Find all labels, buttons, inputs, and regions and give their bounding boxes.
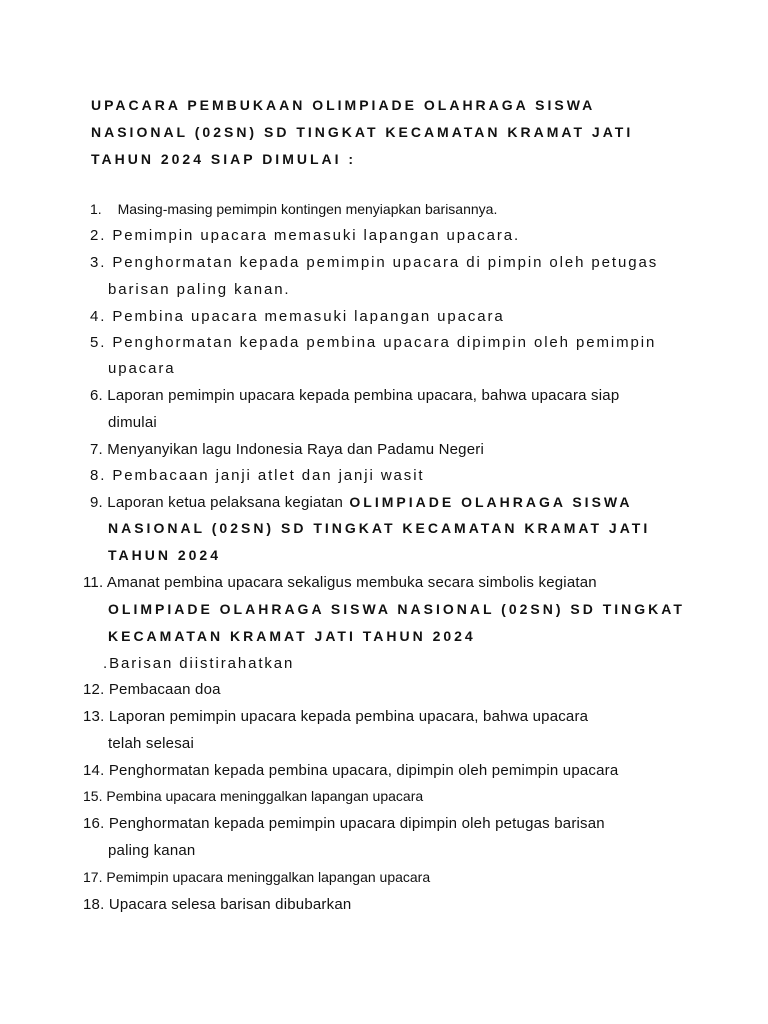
item-number: 14.: [83, 762, 105, 779]
item-text: Pembacaan doa: [108, 681, 221, 698]
item-text: Penghormatan kepada pemimpin upacara dipimpin oleh petugas barisan: [108, 815, 605, 832]
item-text: Penghormatan kepada pembina upacara dipimpin oleh pemimpin: [112, 334, 657, 351]
list-item: [83, 891, 351, 918]
item-number: 7.: [90, 441, 103, 458]
item-number: 15.: [83, 788, 103, 804]
list-item: [90, 382, 619, 409]
item-number: 8.: [90, 467, 107, 484]
item-number: 5.: [90, 334, 107, 351]
list-item-bold-continuation: OLIMPIADE OLAHRAGA SISWA NASIONAL (02SN) SD TINGKAT: [108, 601, 685, 617]
item-text: Laporan pemimpin upacara kepada pembina upacara, bahwa upacara: [108, 708, 589, 725]
item-text: Pemimpin upacara memasuki lapangan upacara.: [112, 227, 521, 244]
list-item: [83, 703, 588, 730]
list-item-bold-continuation: KECAMATAN KRAMAT JATI TAHUN 2024: [108, 628, 476, 644]
item-number: 18.: [83, 896, 105, 913]
item-number: 13.: [83, 708, 105, 725]
item-text: Penghormatan kepada pemimpin upacara di pimpin oleh petugas: [112, 254, 659, 271]
item-number: 17.: [83, 869, 103, 885]
list-item: [90, 489, 632, 516]
item-text: Laporan ketua pelaksana kegiatan: [107, 494, 344, 511]
item-text: Pembina upacara meninggalkan lapangan upacara: [106, 788, 424, 804]
item-text: Laporan pemimpin upacara kepada pembina upacara, bahwa upacara siap: [107, 387, 620, 404]
list-item-continuation: dimulai: [108, 414, 157, 431]
item-text: Upacara selesa barisan dibubarkan: [108, 896, 352, 913]
list-item: [83, 569, 597, 596]
list-item-continuation: telah selesai: [108, 735, 194, 752]
item-text: Pembacaan janji atlet dan janji wasit: [112, 467, 425, 484]
heading-line-1: UPACARA PEMBUKAAN OLIMPIADE OLAHRAGA SISWA: [91, 97, 596, 113]
item-number: 4.: [90, 308, 107, 325]
item-text: Amanat pembina upacara sekaligus membuka secara simbolis kegiatan: [106, 574, 597, 591]
item-text: Menyanyikan lagu Indonesia Raya dan Padamu Negeri: [107, 441, 484, 458]
item-number: 1.: [90, 201, 102, 217]
item-number: 16.: [83, 815, 105, 832]
list-item-continuation: .Barisan diistirahatkan: [103, 655, 295, 672]
list-item: [83, 757, 618, 784]
list-item: [83, 783, 423, 810]
heading-line-2: NASIONAL (02SN) SD TINGKAT KECAMATAN KRAMAT JATI: [91, 124, 634, 140]
list-item-continuation: barisan paling kanan.: [108, 281, 291, 298]
list-item: [90, 462, 425, 489]
list-item: [90, 196, 497, 223]
list-item-bold-continuation: TAHUN 2024: [108, 547, 221, 563]
item-number: 11.: [83, 574, 104, 591]
document-heading: [91, 92, 691, 173]
list-item-continuation: paling kanan: [108, 842, 196, 859]
item-number: 6.: [90, 387, 103, 404]
heading-line-3: TAHUN 2024 SIAP DIMULAI :: [91, 151, 357, 167]
item-number: 12.: [83, 681, 105, 698]
item-text: Penghormatan kepada pembina upacara, dipimpin oleh pemimpin upacara: [108, 762, 619, 779]
item-text: Pembina upacara memasuki lapangan upacara: [112, 308, 505, 325]
list-item: [83, 864, 430, 891]
list-item: [83, 810, 605, 837]
item-number: 9.: [90, 494, 103, 511]
list-item: [83, 676, 221, 703]
item-text: Pemimpin upacara meninggalkan lapangan upacara: [106, 869, 431, 885]
item-number: 3.: [90, 254, 107, 271]
list-item-continuation: upacara: [108, 360, 176, 377]
list-item: [90, 249, 658, 276]
list-item: [90, 436, 484, 463]
list-item: [90, 303, 505, 330]
item-bold-text: OLIMPIADE OLAHRAGA SISWA: [349, 494, 633, 510]
list-item: [90, 329, 656, 356]
item-text: Masing-masing pemimpin kontingen menyiapkan barisannya.: [117, 201, 498, 217]
item-number: 2.: [90, 227, 107, 244]
list-item: [90, 222, 520, 249]
list-item-bold-continuation: NASIONAL (02SN) SD TINGKAT KECAMATAN KRAMAT JATI: [108, 520, 651, 536]
